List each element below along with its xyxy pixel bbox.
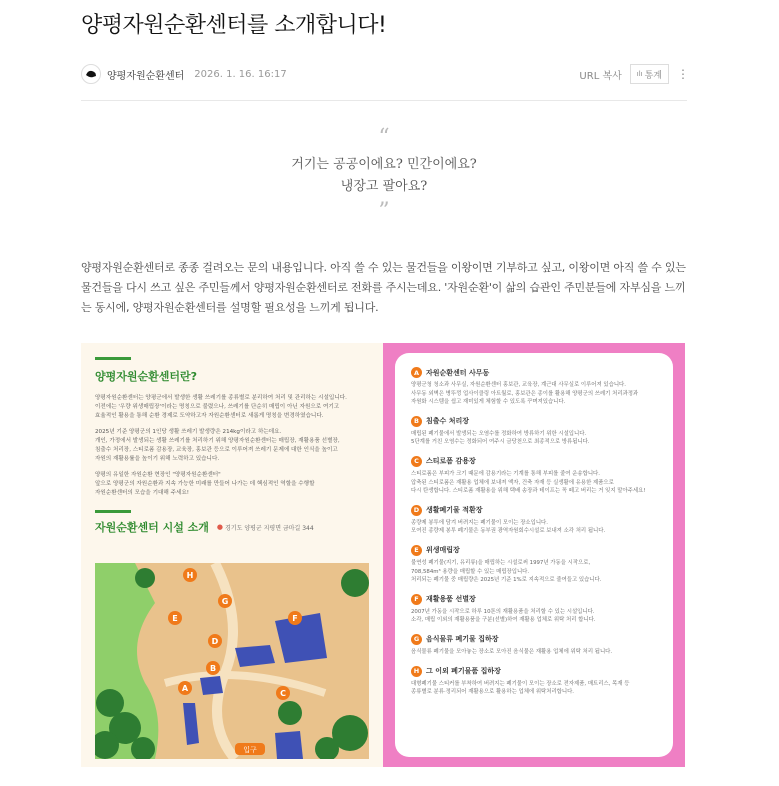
infographic-right-panel [383, 343, 685, 767]
facility-badge: F [411, 594, 422, 605]
open-quote-icon: “ [378, 125, 390, 150]
facility-badge: E [411, 545, 422, 556]
facility-item [411, 416, 659, 447]
facility-item [411, 367, 659, 407]
infographic-left-panel [81, 343, 383, 767]
facility-item [411, 634, 659, 657]
about-text: 양평자원순환센터는 양평군에서 발생한 생활 쓰레기를 종류별로 분리하여 처리 및 관리하는 시설입니다. 이전에는 '우량 위생매립장'이라는 명칭으로 불렸으나, 쓰레기를 단순히 매립이 아닌 자원으로 여기고 효율적인 활용을 통해 순환 경제로 도약하고자 자원순환센터로 새롭게 명칭을 변경하였습니다. 2025년 기준 양평군의 1인당 생활 쓰레기 발생량은 214kg이라고 하는데요. 개인, 가정에서 발생되는 생활 쓰레기를 처리하기 위해 양평자원순환센터는 매립장, 재활용품 선별장, 침출수 처리장, 스티로폼 감용장, 교육장, 홍보관 등으로 이루어져 쓰레기 문제에 대한 인식을 높이고 자원의 재활용률을 높이기 위해 노력하고 있습니다. 양평의 유일한 자원순환 현장인 "양평자원순환센터" 앞으로 양평군의 자원순환과 지속 가능한 미래를 만들어 나가는 데 핵심적인 역할을 수행할 자원순환센터의 모습을 기대해 주세요! [95, 395, 347, 496]
facility-badge: C [411, 456, 422, 467]
quote-block [81, 125, 687, 224]
post-date: 2026. 1. 16. 16:17 [194, 68, 287, 80]
facility-item-desc: 종량제 봉투에 담겨 버려지는 폐기물이 모이는 장소입니다. 모여진 종량제 봉투 폐기물은 동부권 광역자원회수시설로 보내져 소각 처리 됩니다. [411, 519, 606, 535]
stats-label: 통계 [644, 70, 662, 81]
author-row [81, 62, 687, 86]
map-marker-h: H [186, 571, 194, 580]
facility-item-title: 생활폐기물 적환장 [426, 506, 483, 515]
facility-list [395, 353, 673, 757]
facility-header [95, 519, 369, 535]
facility-badge: G [411, 634, 422, 645]
facility-item-desc: 2007년 가동을 시작으로 하루 10톤의 재활용품을 처리할 수 있는 시설입니다. 소각, 매립 이외의 재활용품을 구분(선별)하여 재활용 업체로 위탁 처리 합니다. [411, 608, 596, 624]
map-marker-d: D [211, 637, 219, 646]
body-paragraph: 양평자원순환센터로 종종 걸려오는 문의 내용입니다. 아직 쓸 수 있는 물건들을 이왕이면 기부하고 싶고, 이왕이면 아직 쓸 수 있는 물건들을 다시 쓰고 싶은 주민들께서 양평자원순환센터로 전화를 주시는데요. '자원순환'이 삶의 습관인 주민분들에 자부심을 느끼는 동시에, 양평자원순환센터를 설명할 필요성을 느끼게 됩니다. [81, 261, 686, 314]
stats-icon: ılı [636, 70, 643, 78]
facility-item-desc: 스티로폼은 부피가 크기 때문에 감용기라는 기계를 통해 부피를 줄여 운송합니다. 압축된 스티로폼은 재활용 업체에 보내져 액자, 건축 자재 등 실생활에 유용한 제품으로 다시 탄생합니다. 스티로폼 재활용을 위해 택배 송장과 테이프는 꼭 떼고 버리는 거 잊지 말아주세요! [411, 470, 646, 495]
accent-bar [95, 357, 131, 360]
map-marker-e: E [172, 614, 178, 623]
facility-item-desc: 불연성 폐기물(지기, 유리류)을 매립하는 시설로써 1997년 가동을 시작으로, 708,584m³ 용량을 매립할 수 있는 매립장입니다. 처리되는 폐기물 중 매립량은 2025년 기준 1%로 지속적으로 줄여들고 있습니다. [411, 559, 602, 584]
facility-item-desc: 양평군청 청소과 사무실, 자원순환센터 홍보관, 교육장, 계근대 사무실로 이루어져 있습니다. 사무동 외벽은 병뚜껑 업사이클링 아트월로, 홍보관은 종이를 활용해 양평군의 쓰레기 처리과정과 자원화 시스템을 쉽고 재미있게 체험할 수 있도록 꾸며져있습니다. [411, 382, 639, 406]
map-marker-f: F [292, 614, 298, 623]
entrance-label: 입구 [243, 746, 257, 754]
logo-icon [84, 67, 98, 81]
facility-item-desc: 음식물류 폐기물을 모아놓는 장소로 모아진 음식물은 재활용 업체에 위탁 처리 됩니다. [411, 648, 613, 655]
location: ● 경기도 양평군 지평면 금마길 344 [216, 523, 314, 532]
facility-title: 자원순환센터 시설 소개 [95, 521, 209, 534]
quote-line: 냉장고 팔아요? [340, 179, 428, 194]
facility-item-title: 그 이외 폐기물품 집하장 [426, 667, 501, 675]
accent-bar [95, 510, 131, 513]
divider [81, 100, 687, 101]
facility-item-title: 스티로폼 감용장 [426, 457, 476, 466]
author-name[interactable]: 양평자원순환센터 [107, 70, 185, 82]
map-pin-icon: ● [216, 523, 224, 531]
url-copy-button[interactable]: URL 복사 [579, 70, 622, 82]
stats-button[interactable] [630, 64, 669, 84]
facility-item-title: 침출수 처리장 [426, 417, 470, 426]
facility-item [411, 456, 659, 496]
facility-item-title: 자원순환센터 사무동 [426, 368, 490, 377]
facility-item [411, 666, 659, 697]
facility-badge: B [411, 416, 422, 427]
quote-line: 거기는 공공이에요? 민간이에요? [291, 157, 477, 172]
facility-item-title: 음식물류 폐기물 집하장 [426, 635, 499, 644]
facility-badge: D [411, 505, 422, 516]
facility-badge: A [411, 367, 422, 378]
close-quote-icon: ” [378, 199, 390, 224]
post-title: 양평자원순환센터를 소개합니다! [81, 13, 387, 38]
facility-badge: H [411, 666, 422, 677]
facility-item-title: 재활용품 선별장 [426, 595, 476, 604]
facility-item-desc: 매립된 폐기물에서 발생되는 오염수를 정화하여 방류하기 위한 시설입니다. 5단계를 거친 오염수는 정화되어 여주시 금당천으로 최종적으로 방류됩니다. [411, 430, 590, 446]
map-marker-b: B [209, 664, 217, 673]
map-marker-a: A [181, 684, 189, 693]
map-marker-g: G [221, 597, 229, 606]
facility-map [95, 563, 369, 759]
map-marker-c: C [280, 689, 286, 698]
more-options-icon[interactable]: ⋮ [677, 67, 689, 81]
infographic-image[interactable] [81, 343, 685, 767]
facility-item [411, 505, 659, 536]
facility-item [411, 545, 659, 585]
facility-item [411, 594, 659, 625]
avatar[interactable] [81, 64, 101, 84]
post-tools [579, 64, 687, 84]
facility-item-title: 위생매립장 [426, 546, 460, 555]
facility-item-desc: 대형폐기물 스티커를 부착하여 버려지는 폐기물이 모이는 장소로 전자제품, 매트리스, 목재 등 종류별로 분류·정리되어 재활용으로 활용하는 업체에 위탁처리합니다. [411, 680, 630, 696]
about-title: 양평자원순환센터란? [95, 370, 198, 383]
